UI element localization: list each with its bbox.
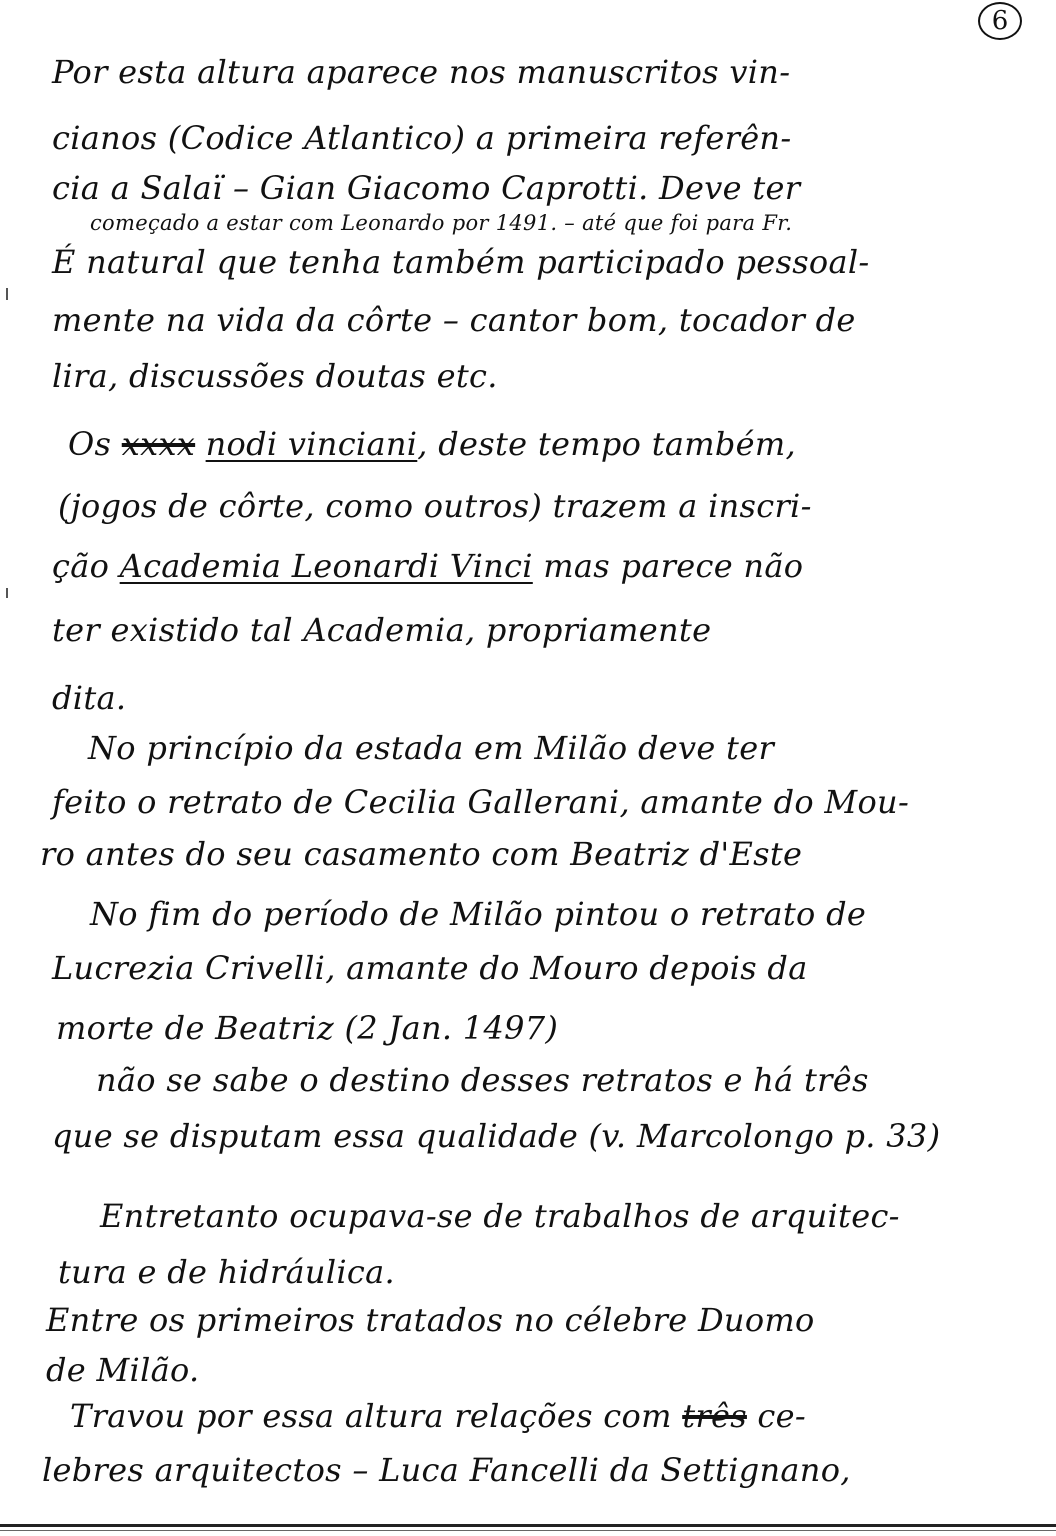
margin-mark [6, 588, 8, 598]
text-line-26: lebres arquitectos – Luca Fancelli da Settignano, [42, 1451, 851, 1489]
text-line-2: cianos (Codice Atlantico) a primeira referên- [52, 119, 792, 157]
page-edge-rule [0, 1524, 1056, 1527]
text-line-3: cia a Salaï – Gian Giacomo Caprotti. Deve ter [52, 169, 801, 207]
page-edge-rule [0, 1530, 1056, 1531]
text-line-16: No fim do período de Milão pintou o retrato de [90, 895, 867, 933]
text-line-7: lira, discussões doutas etc. [52, 357, 498, 395]
text-line-5: É natural que tenha também participado pessoal- [52, 243, 870, 281]
text-line-14: feito o retrato de Cecilia Gallerani, amante do Mou- [52, 783, 910, 821]
underlined-term: nodi vinciani [205, 425, 418, 463]
text-line-11: ter existido tal Academia, propriamente [52, 611, 712, 649]
page-number: 6 [978, 2, 1022, 40]
text-line-1: Por esta altura aparece nos manuscritos vin- [52, 53, 791, 91]
text-line-23: Entre os primeiros tratados no célebre Duomo [46, 1301, 815, 1339]
text-line-19: não se sabe o destino desses retratos e há três [96, 1061, 869, 1099]
crossed-out-word: xxxx [121, 425, 196, 463]
text-line-12: dita. [52, 679, 127, 717]
crossed-out-word: três [682, 1397, 747, 1435]
text-span: Travou por essa altura relações com [70, 1397, 672, 1435]
text-line-24: de Milão. [46, 1351, 200, 1389]
text-span: , deste tempo também, [417, 425, 797, 463]
text-span: mas parece não [543, 547, 804, 585]
text-line-25 [70, 1396, 806, 1436]
text-span: Os [68, 425, 112, 463]
text-line-18: morte de Beatriz (2 Jan. 1497) [56, 1009, 559, 1047]
margin-mark [6, 288, 8, 300]
text-line-17: Lucrezia Crivelli, amante do Mouro depois da [52, 949, 808, 987]
text-line-21: Entretanto ocupava-se de trabalhos de arquitec- [100, 1197, 900, 1235]
text-line-22: tura e de hidráulica. [58, 1253, 395, 1291]
text-line-8 [68, 424, 796, 464]
text-line-insert: começado a estar com Leonardo por 1491. – até que foi para Fr. [90, 211, 793, 235]
underlined-term: Academia Leonardi Vinci [119, 547, 533, 585]
text-line-10 [52, 546, 803, 586]
text-line-6: mente na vida da côrte – cantor bom, tocador de [52, 301, 856, 339]
text-line-20: que se disputam essa qualidade (v. Marcolongo p. 33) [52, 1117, 941, 1155]
text-span: ção [52, 547, 110, 585]
text-line-9: (jogos de côrte, como outros) trazem a inscri- [58, 487, 812, 525]
text-span: ce- [757, 1397, 806, 1435]
text-line-15: ro antes do seu casamento com Beatriz d'Este [40, 835, 803, 873]
text-line-13: No princípio da estada em Milão deve ter [88, 729, 775, 767]
